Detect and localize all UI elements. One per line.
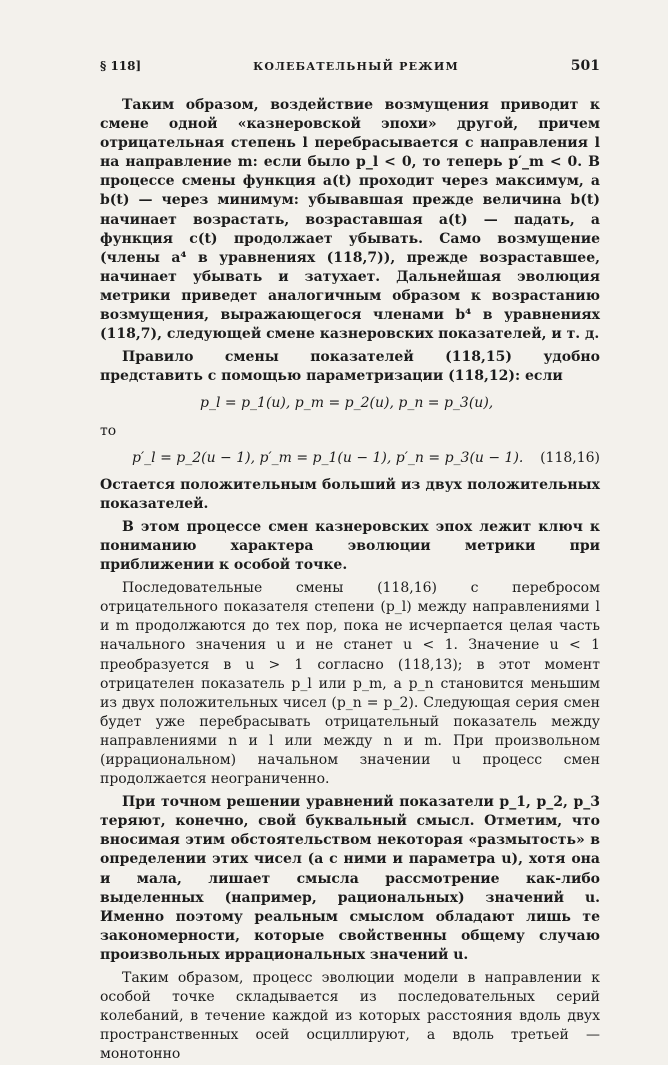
equation-number: (118,16) <box>540 449 600 466</box>
paragraph-3: Остается положительным больший из двух положительных показателей. <box>100 476 600 512</box>
paragraph-5: Последовательные смены (118,16) с перебросом отрицательного показателя степени (p_l) между направлениями l и m продолжаются до тех пор, пока не исчерпается целая часть начального значения u и не станет u < 1. Значение u < 1 преобразуется в u > 1 согласно (118,13); в этот момент отрицателен показатель p_l или p_m, а p_n становится меньшим из двух положительных чисел (p_n = p_2). Следующая серия смен будет уже перебрасывать отрицательный показатель между направлениями n и l или между n и m. При произвольном (иррациональном) начальном значении u процесс смен продолжается неограниченно. <box>100 580 600 788</box>
paragraph-4: В этом процессе смен казнеровских эпох лежит ключ к пониманию характера эволюции метрики при приближении к особой точке. <box>100 518 600 574</box>
running-header <box>100 58 600 74</box>
formula-parametrization: p_l = p_1(u), p_m = p_2(u), p_n = p_3(u), <box>200 395 494 412</box>
section-marker: § 118] <box>100 59 142 73</box>
formula-118-16 <box>100 449 600 468</box>
paragraph-1: Таким образом, воздействие возмущения приводит к смене одной «казнеровской эпохи» другой, причем отрицательная степень l перебрасывается с направления l на направление m: если было p_l < 0, то теперь p′_m < 0. В процессе смены функция a(t) проходит через максимум, а b(t) — через минимум: убывавшая прежде величина b(t) начинает возрастать, возраставшая a(t) — падать, а функция c(t) продолжает убывать. Само возмущение (члены a⁴ в уравнениях (118,7)), прежде возраставшее, начинает убывать и затухает. Дальнейшая эволюция метрики приведет аналогичным образом к возрастанию возмущения, выражающегося членами b⁴ в уравнениях (118,7), следующей смене казнеровских показателей, и т. д. <box>100 97 600 343</box>
page-number: 501 <box>570 58 600 74</box>
paragraph-2: Правило смены показателей (118,15) удобно представить с помощью параметризации (118,12): если <box>100 349 600 385</box>
formula-connector: то <box>100 422 117 439</box>
paragraph-6: При точном решении уравнений показатели p_1, p_2, p_3 теряют, конечно, свой буквальный смысл. Отметим, что вносимая этим обстоятельством некоторая «размытость» в определении этих чисел (а с ними и параметра u), хотя она и мала, лишает смысла рассмотрение как-либо выделенных (например, рациональных) значений u. Именно поэтому реальным смыслом обладают лишь те закономерности, которые свойственны общему случаю произвольных иррациональных значений u. <box>100 794 600 963</box>
paragraph-7: Таким образом, процесс эволюции модели в направлении к особой точке складывается из последовательных серий колебаний, в течение каждой из которых расстояния вдоль двух пространственных осей осциллируют, а вдоль третьей — монотонно <box>100 970 600 1063</box>
formula-118-16-body: p′_l = p_2(u − 1), p′_m = p_1(u − 1), p′_n = p_3(u − 1). <box>132 449 524 466</box>
chapter-title: КОЛЕБАТЕЛЬНЫЙ РЕЖИМ <box>253 60 459 73</box>
